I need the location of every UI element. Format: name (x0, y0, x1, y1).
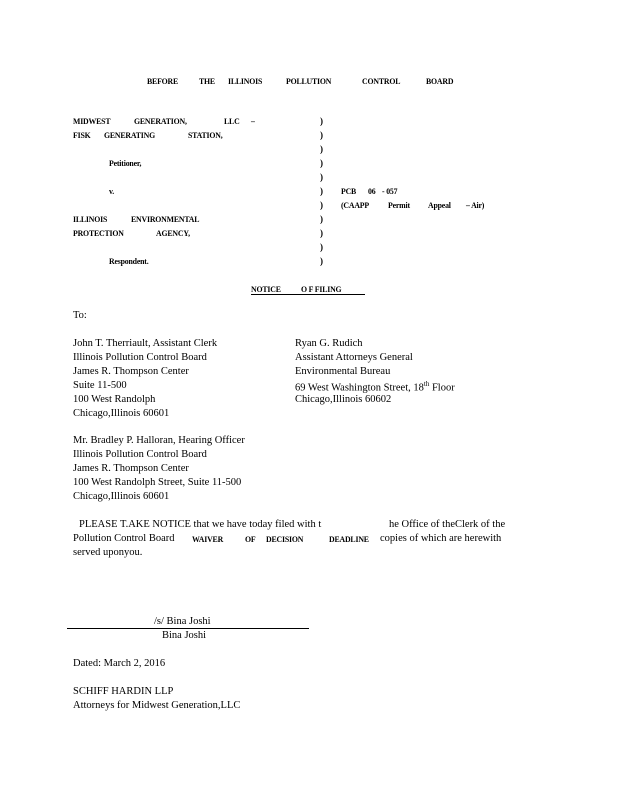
address-line: Illinois Pollution Control Board (73, 449, 207, 460)
caption-separator: ) (320, 214, 323, 224)
header-word: CONTROL (362, 76, 401, 86)
respondent-name: PROTECTION (73, 228, 124, 238)
respondent-name: AGENCY, (156, 228, 190, 238)
document-title: WAIVER (192, 534, 224, 544)
case-type: Appeal (428, 200, 451, 210)
case-number: 06 (368, 186, 376, 196)
respondent-label: Respondent. (109, 256, 149, 266)
case-number: - 057 (382, 186, 398, 196)
address-line (295, 380, 455, 394)
versus: v. (109, 186, 115, 196)
caption-separator: ) (320, 186, 323, 196)
body-text: served uponyou. (73, 547, 143, 558)
case-type: Permit (388, 200, 410, 210)
address-line: Environmental Bureau (295, 366, 391, 377)
address-line: James R. Thompson Center (73, 366, 189, 377)
address-line: Chicago,Illinois 60602 (295, 394, 392, 405)
petitioner-name: GENERATING (104, 130, 156, 140)
document-title: OF (245, 534, 256, 544)
dated-line: Dated: March 2, 2016 (73, 658, 166, 669)
address-text: Floor (431, 382, 455, 394)
case-type: (CAAPP (341, 200, 370, 210)
body-text: copies of which are herewith (380, 533, 502, 544)
address-text: 69 West Washington Street, 18 (295, 382, 424, 394)
caption-separator: ) (320, 200, 323, 210)
caption-separator: ) (320, 228, 323, 238)
address-line: Chicago,Illinois 60601 (73, 408, 170, 419)
address-line: Suite 11-500 (73, 380, 127, 391)
petitioner-name: – (251, 116, 255, 126)
caption-separator: ) (320, 144, 323, 154)
petitioner-label: Petitioner, (109, 158, 142, 168)
caption-separator: ) (320, 158, 323, 168)
address-line: Chicago,Illinois 60601 (73, 491, 170, 502)
caption-separator: ) (320, 256, 323, 266)
document-title: DEADLINE (329, 534, 369, 544)
address-line: 100 West Randolph Street, Suite 11-500 (73, 477, 242, 488)
signature-line (67, 628, 309, 629)
body-text: Pollution Control Board (73, 533, 175, 544)
petitioner-name: STATION, (188, 130, 223, 140)
caption-separator: ) (320, 116, 323, 126)
firm-role: Attorneys for Midwest Generation,LLC (73, 700, 241, 711)
address-line: Ryan G. Rudich (295, 338, 363, 349)
body-text: he Office of theClerk of the (389, 519, 506, 530)
document-title: DECISION (266, 534, 304, 544)
case-number: PCB (341, 186, 357, 196)
petitioner-name: MIDWEST (73, 116, 111, 126)
caption-separator: ) (320, 172, 323, 182)
petitioner-name: LLC (224, 116, 240, 126)
title-word: NOTICE (251, 284, 281, 294)
address-line: James R. Thompson Center (73, 463, 189, 474)
address-line: Mr. Bradley P. Halloran, Hearing Officer (73, 435, 245, 446)
address-line: John T. Therriault, Assistant Clerk (73, 338, 218, 349)
address-line: Illinois Pollution Control Board (73, 352, 207, 363)
address-line: 100 West Randolph (73, 394, 156, 405)
body-text: PLEASE T.AKE NOTICE that we have today filed with t (79, 519, 322, 530)
signer-name: Bina Joshi (162, 630, 207, 641)
header-word: POLLUTION (286, 76, 332, 86)
electronic-signature: /s/ Bina Joshi (154, 616, 211, 627)
petitioner-name: FISK (73, 130, 91, 140)
header-word: ILLINOIS (228, 76, 263, 86)
firm-name: SCHIFF HARDIN LLP (73, 686, 174, 697)
header-word: THE (199, 76, 215, 86)
title-underline (251, 294, 365, 295)
caption-separator: ) (320, 130, 323, 140)
petitioner-name: GENERATION, (134, 116, 187, 126)
caption-separator: ) (320, 242, 323, 252)
header-word: BOARD (426, 76, 454, 86)
respondent-name: ILLINOIS (73, 214, 108, 224)
to-label: To: (73, 310, 87, 321)
address-line: Assistant Attorneys General (295, 352, 413, 363)
header-word: BEFORE (147, 76, 179, 86)
ordinal-suffix: th (423, 380, 430, 388)
title-word: O F FILING (301, 284, 342, 294)
case-type: – Air) (466, 200, 485, 210)
respondent-name: ENVIRONMENTAL (131, 214, 200, 224)
